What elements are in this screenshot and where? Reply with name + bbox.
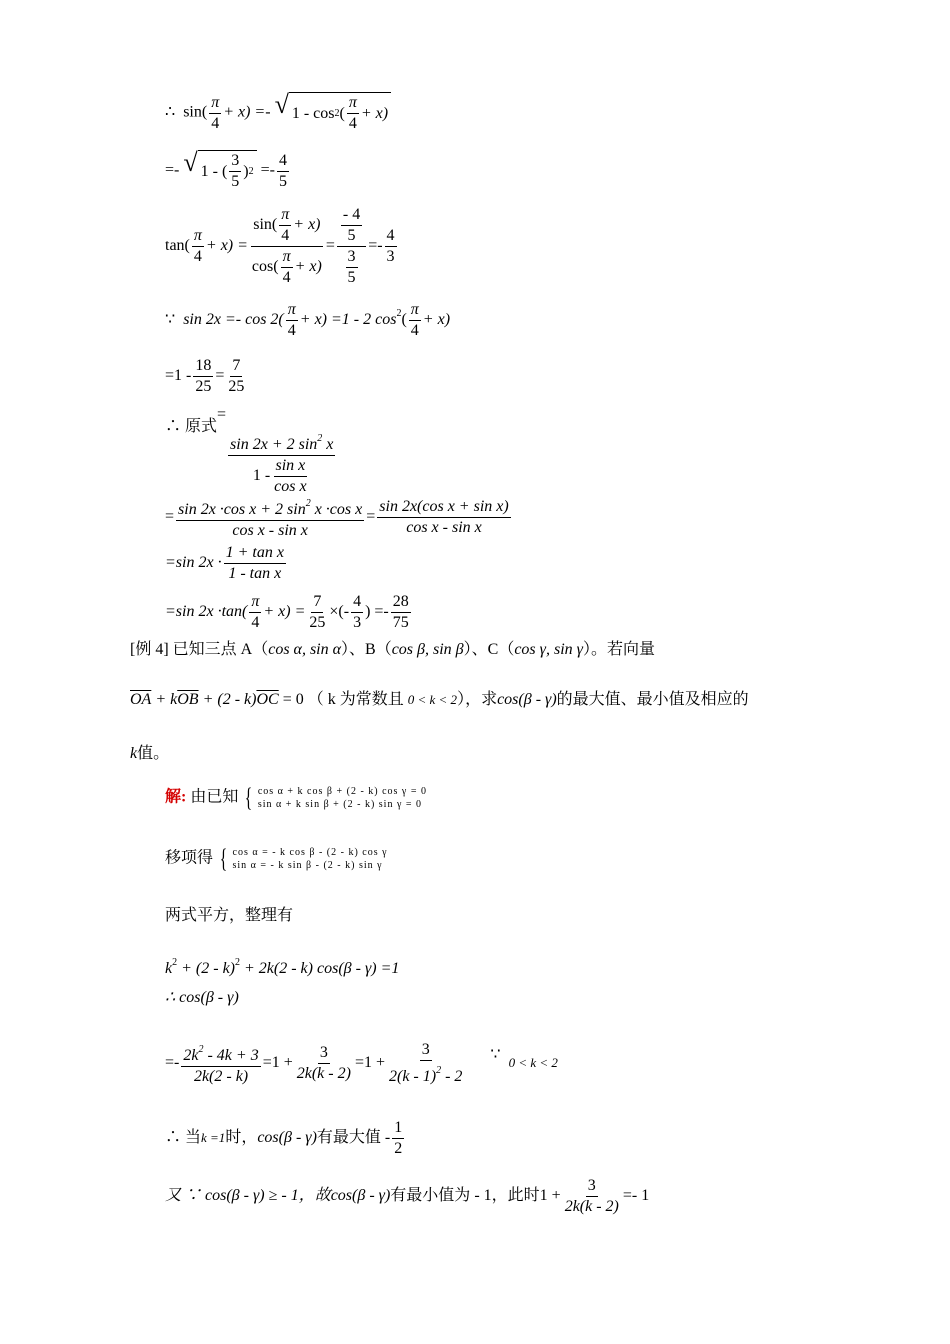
math-text: =- [260,161,275,179]
solution-max: ∴ 当k =1时，cos(β - γ)有最大值 - $\frac{1}{2}$ [165,1119,403,1157]
solution-label: 解: [165,788,187,806]
solution-move: 移项得 { cos α = - k cos β - (2 - k) cos γ sin α = - k sin β - (2 - k) sin γ [165,844,388,873]
square-root: √ 1 - ( $\frac{3}{5}$ ) 2 [183,150,256,192]
fraction: $\frac{4}{5}$ [278,151,287,190]
example-k-line: k值。 [130,745,170,762]
solution-square: 两式平方，整理有 [165,907,294,924]
eq-line-6: ∴ 原式= sin 2x + 2 $\sin^2 x$ 1 - $\frac{\text{sin x}}{\text{cos x}}$ [165,406,334,495]
solution-therefore: ∴ cos(β - γ) [165,989,239,1006]
eq-line-7: = $\frac{\sin 2x \cdot\cos x + 2 \sin^2 x \cdot\cos x}{\text{cos x - sin x}}$ = $\frac{\text{sin 2x(cos x + sin x)}}{\text{cos x - sin x}}$ [165,494,513,541]
eq-line-3: tan( $\frac{\pi}{4}$ + x) = sin( $\frac{\pi}{4}$ + x) cos( $\frac{\pi}{4}$ + x) = $\frac{\frac{- 4}{5}}{\frac{3}{5}}$ =- $\frac{4}{3}$ [165,206,395,286]
solution-min: 又 ∵ cos(β - γ) ≥ - 1，故cos(β - γ)有最小值为 - 1，此时1 + $\frac{3}{2k(k - 2)}$ =- 1 [165,1177,650,1215]
therefore-symbol: ∴ [165,103,176,121]
square-root: √ 1 - cos 2 ( $\frac{\pi}{4}$ + x) [275,92,392,134]
solution-fraction-line: =- $\frac{2k^2 - 4k + 3}{2k(2 - k)}$ =1 + $\frac{3}{2k(k - 2)}$ =1 + $\frac{3}{2(k - 1)^2 - 2}$ ∵ 0 < k < 2 [165,1041,558,1085]
example-heading: [例 4] 已知三点 A（cos α, sin α）、B（cos β, sin β）、C（cos γ, sin γ）。若向量 [130,641,655,658]
eq-line-4: ∵ sin 2x =- cos 2( $\frac{\pi}{4}$ + x) =1 - 2 $\cos^2$( $\frac{\pi}{4}$ + x) [165,301,451,339]
equation-system: { cos α = - k cos β - (2 - k) cos γ sin α = - k sin β - (2 - k) sin γ [219,844,388,873]
math-text: + x) =- [223,103,271,121]
math-text: sin( [183,103,208,121]
eq-line-2 [165,150,291,192]
eq-line-1 [165,92,391,134]
eq-line-9: =sin 2x ·tan( $\frac{\pi}{4}$ + x) = $\frac{7}{25}$ ×(- $\frac{4}{3}$ ) =- $\frac{28}{75}$ [165,593,409,631]
solution-given: 解: 由已知 { cos α + k cos β + (2 - k) cos γ = 0 sin α + k sin β + (2 - k) sin γ = 0 [165,783,427,812]
fraction: sin( $\frac{\pi}{4}$ + x) cos( $\frac{\pi}{4}$ + x) [251,206,322,286]
eq-line-5: =1 - $\frac{18}{25}$ = $\frac{7}{25}$ [165,357,245,395]
equation-system: { cos α + k cos β + (2 - k) cos γ = 0 sin α + k sin β + (2 - k) sin γ = 0 [245,783,427,812]
fraction: $\frac{\pi}{4}$ [211,93,220,132]
because-symbol: ∵ [165,311,176,329]
eq-line-8: =sin 2x · $\frac{\text{1 + tan x}}{\text{1 - tan x}}$ [165,544,284,582]
solution-equation: $k^2 + (2 - k)^2 + 2k(2 - k)$ cos(β - γ) =1 [165,957,400,977]
example-vector-line: $\overline{OA} + k\overline{OB} + (2 - k)\overline{OC} = 0$ （ k 为常数且 0 < k < 2），求cos(β - γ)的最大值、最小值及相应的 [130,691,749,708]
math-text: =- [165,161,180,179]
